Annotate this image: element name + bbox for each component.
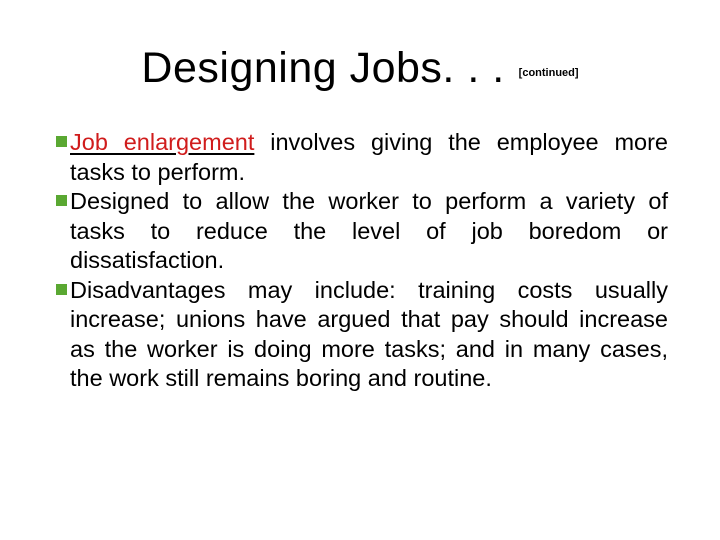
- title-continued-note: [continued]: [518, 67, 579, 79]
- title-text: Designing Jobs. . .: [141, 44, 505, 92]
- key-term-job-enlargement: Job enlargement: [70, 129, 255, 155]
- bullet-item-design-purpose: [56, 187, 668, 276]
- square-bullet-icon: [56, 136, 67, 147]
- bullet-item-job-enlargement: [56, 128, 668, 187]
- bullet-list: [56, 128, 668, 394]
- bullet-text: Disadvantages may include: training costs usually increase; unions have argued that pay should increase as the worker is doing more tasks; and in many cases, the work still remains boring and routine.: [70, 276, 668, 391]
- slide-title: [0, 44, 720, 93]
- square-bullet-icon: [56, 284, 67, 295]
- bullet-text: [70, 128, 668, 187]
- bullet-item-disadvantages: [56, 276, 668, 394]
- square-bullet-icon: [56, 195, 67, 206]
- bullet-body: involves giving the employee more tasks to perform.: [70, 129, 668, 185]
- bullet-text: Designed to allow the worker to perform a variety of tasks to reduce the level of job boredom or dissatisfaction.: [70, 188, 668, 273]
